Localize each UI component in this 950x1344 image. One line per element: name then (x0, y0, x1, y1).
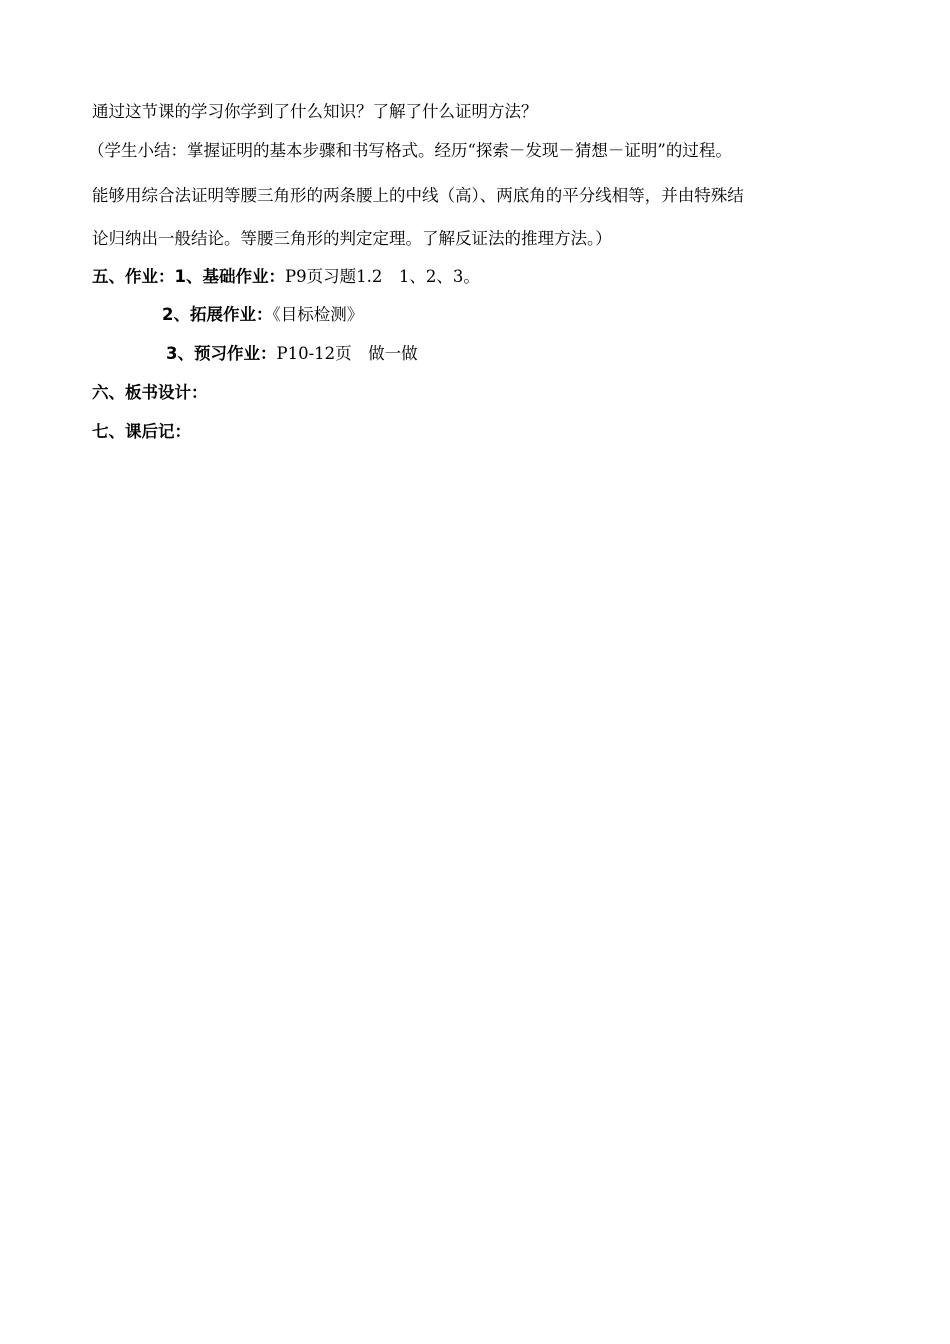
summary-answer-line-3: 论归纳出一般结论。等腰三角形的判定定理。了解反证法的推理方法。） (92, 229, 612, 248)
homework-item-1-text: P9页习题1.2 1、2、3。 (284, 267, 480, 286)
summary-answer-line-1: （学生小结：掌握证明的基本步骤和书写格式。经历“探索－发现－猜想－证明”的过程。 (88, 141, 732, 160)
homework-item-2-text: 《目标检测》 (272, 305, 364, 324)
homework-item-1 (92, 266, 480, 288)
board-design-heading: 六、板书设计： (92, 383, 208, 402)
homework-item-2-label: 2、拓展作业： (162, 305, 273, 324)
homework-item-1-label: 1、基础作业： (174, 267, 285, 286)
homework-heading: 五、作业： (92, 267, 175, 286)
post-class-heading: 七、课后记： (92, 422, 191, 441)
summary-question: 通过这节课的学习你学到了什么知识？了解了什么证明方法？ (92, 102, 538, 121)
homework-item-3 (166, 343, 418, 365)
homework-item-3-text: P10-12页 做一做 (276, 344, 418, 363)
homework-item-2 (162, 304, 363, 326)
summary-answer-line-2: 能够用综合法证明等腰三角形的两条腰上的中线（高）、两底角的平分线相等，并由特殊结 (92, 186, 744, 205)
homework-item-3-label: 3、预习作业： (166, 344, 277, 363)
